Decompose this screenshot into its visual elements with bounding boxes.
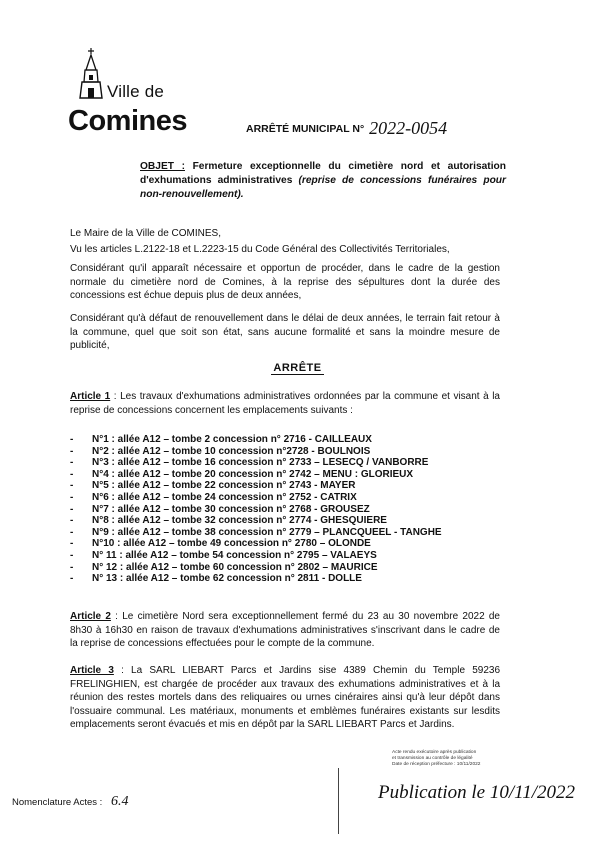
objet-text: Fermeture exceptionnelle du cimetière nord et autorisation d'exhumations administratives — [140, 161, 506, 186]
arrete-title-text: ARRÊTE — [273, 362, 322, 374]
article-3-text: : La SARL LIEBART Parcs et Jardins sise 4389 Chemin du Temple 59236 FRELINGHIEN, est chargée de procéder aux travaux des exhumations administratives et à la réunion des restes mortels dans des reliquaires ou urnes cinéraires ainsi qu'à leur dépôt dans l'ossuaire communal. Les matériaux, monuments et emblèmes funéraires existants sur lesdits emplacements seront évacués et mis en dépôt par la SARL LIEBART Parcs et Jardins. — [70, 665, 501, 731]
stamp-line-3: Date de réception préfecture : 10/11/2022 — [392, 762, 481, 767]
article-1 — [70, 390, 500, 417]
list-item: - N°8 : allée A12 – tombe 32 concession n° 2774 - GHESQUIERE — [70, 515, 387, 527]
stamp-line-2: et transmission au contrôle de légalité — [392, 756, 473, 761]
list-item: - N°2 : allée A12 – tombe 10 concession n°2728 - BOULNOIS — [70, 445, 371, 457]
considerant-paragraph-2: Considérant qu'à défaut de renouvellement dans le délai de deux années, le terrain fait retour à la commune, quel que soit son état, sans aucune formalité et sans la moindre mesure de publicité, — [70, 313, 500, 352]
nomenclature-value: 6.4 — [110, 794, 129, 809]
list-item: - N°7 : allée A12 – tombe 30 concession n° 2768 - GROUSEZ — [70, 503, 370, 515]
list-item: - N°4 : allée A12 – tombe 20 concession n° 2742 – MENU : GLORIEUX — [70, 468, 414, 480]
logo-text-comines: Comines — [68, 105, 187, 137]
objet-block — [140, 160, 506, 202]
logo-text-ville: Ville de — [107, 82, 165, 101]
list-item: - N° 12 : allée A12 – tombe 60 concession n° 2802 – MAURICE — [70, 561, 378, 573]
city-logo — [66, 48, 196, 138]
nomenclature — [12, 794, 128, 810]
arrete-number-label: ARRÊTÉ MUNICIPAL N° — [246, 123, 365, 135]
maire-line: Le Maire de la Ville de COMINES, — [70, 228, 221, 239]
arrete-number-heading — [246, 116, 447, 137]
list-item: - N°1 : allée A12 – tombe 2 concession n° 2716 - CAILLEAUX — [70, 434, 372, 445]
article-1-label: Article 1 — [70, 391, 111, 402]
article-2-label: Article 2 — [70, 611, 111, 622]
article-3 — [70, 664, 500, 732]
article-2 — [70, 610, 500, 651]
list-item: - N°9 : allée A12 – tombe 38 concession n° 2779 – PLANCQUEEL - TANGHE — [70, 526, 442, 538]
list-item: - N°3 : allée A12 – tombe 16 concession n° 2733 – LESECQ / VANBORRE — [70, 457, 429, 469]
article-1-text: : Les travaux d'exhumations administratives ordonnées par la commune et visant à la reprise de concessions concernent les emplacements suivants : — [70, 391, 500, 416]
prefecture-stamp — [392, 750, 532, 768]
arrete-title — [0, 362, 595, 375]
margin-line — [338, 768, 339, 834]
stamp-line-1: Acte rendu exécutoire après publication — [392, 750, 477, 755]
list-item: - N°10 : allée A12 – tombe 49 concession n° 2780 – OLONDE — [70, 538, 371, 550]
article-3-label: Article 3 — [70, 665, 114, 676]
list-item: - N°5 : allée A12 – tombe 22 concession n° 2743 - MAYER — [70, 480, 356, 492]
publication-date-handwritten: Publication le 10/11/2022 — [378, 782, 576, 803]
objet-italic-text: (reprise de concessions funéraires pour non-renouvellement). — [140, 175, 506, 200]
church-steeple-icon — [74, 48, 108, 100]
list-item: - N°6 : allée A12 – tombe 24 concession n° 2752 - CATRIX — [70, 491, 357, 503]
concession-list — [70, 434, 510, 585]
objet-label: OBJET : — [140, 161, 185, 172]
article-2-text: : Le cimetière Nord sera exceptionnellement fermé du 23 au 30 novembre 2022 de 8h30 à 16h30 en raison de travaux d'exhumations administratives s'inscrivant dans le cadre de la reprise de concessions effectuées pour le compte de la commune. — [70, 611, 500, 650]
list-item: - N° 13 : allée A12 – tombe 62 concession n° 2811 - DOLLE — [70, 573, 362, 585]
list-item: - N° 11 : allée A12 – tombe 54 concession n° 2795 – VALAEYS — [70, 549, 377, 561]
nomenclature-label: Nomenclature Actes : — [12, 797, 103, 808]
vu-articles-line: Vu les articles L.2122-18 et L.2223-15 du Code Général des Collectivités Territoriales, — [70, 244, 450, 255]
considerant-paragraph-1: Considérant qu'il apparaît nécessaire et opportun de procéder, dans le cadre de la gestion normale du cimetière nord de Comines, à la reprise des sépultures dont la durée des concessions est échue depuis plus de deux années, — [70, 263, 500, 302]
arrete-number-value: 2022-0054 — [369, 118, 448, 138]
